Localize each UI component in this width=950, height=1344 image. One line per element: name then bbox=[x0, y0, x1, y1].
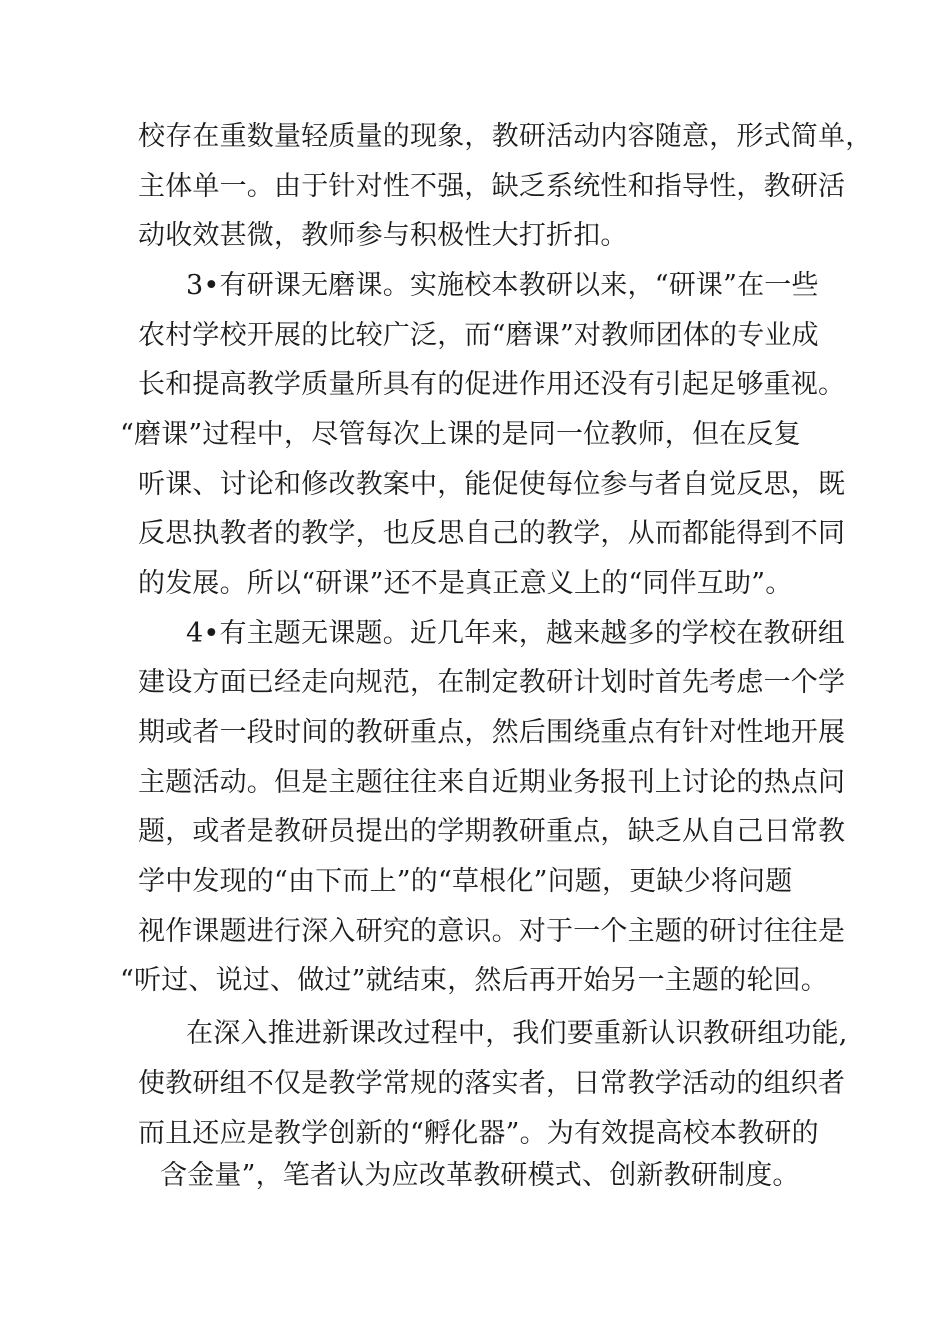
text-line: 反思执教者的教学，也反思自己的教学，从而都能得到不同 bbox=[138, 518, 846, 549]
text-line: 在深入推进新课改过程中，我们要重新认识教研组功能, bbox=[186, 1018, 848, 1049]
text-line: “磨课”过程中，尽管每次上课的是同一位教师，但在反复 bbox=[120, 419, 801, 450]
text-line: 3•有研课无磨课。实施校本教研以来，“研课”在一些 bbox=[186, 270, 819, 301]
text-line: 主题活动。但是主题往往来自近期业务报刊上讨论的热点问 bbox=[138, 767, 846, 798]
text-line: 而且还应是教学创新的“孵化器”。为有效提高校本教研的 bbox=[138, 1118, 819, 1149]
text-line: 农村学校开展的比较广泛，而“磨课”对教师团体的专业成 bbox=[138, 320, 819, 351]
text-line: 建设方面已经走向规范，在制定教研计划时首先考虑一个学 bbox=[138, 667, 846, 698]
text-line: 4•有主题无课题。近几年来，越来越多的学校在教研组 bbox=[186, 618, 846, 649]
text-line: “听过、说过、做过”就结束，然后再开始另一主题的轮回。 bbox=[120, 965, 829, 996]
text-line: 主体单一。由于针对性不强，缺乏系统性和指导性，教研活 bbox=[138, 171, 846, 202]
text-line: 长和提高教学质量所具有的促进作用还没有引起足够重视。 bbox=[138, 369, 846, 400]
text-line: 含金量”，笔者认为应改革教研模式、创新教研制度。 bbox=[160, 1160, 800, 1191]
text-line: 校存在重数量轻质量的现象，教研活动内容随意，形式简单， bbox=[138, 121, 873, 152]
text-line: 期或者一段时间的教研重点，然后围绕重点有针对性地开展 bbox=[138, 717, 846, 748]
text-line: 使教研组不仅是教学常规的落实者，日常教学活动的组织者 bbox=[138, 1068, 846, 1099]
text-line: 学中发现的“由下而上”的“草根化”问题，更缺少将问题 bbox=[138, 866, 793, 897]
text-line: 听课、讨论和修改教案中，能促使每位参与者自觉反思，既 bbox=[138, 469, 846, 500]
text-line: 题，或者是教研员提出的学期教研重点，缺乏从自己日常教 bbox=[138, 816, 846, 847]
text-line: 的发展。所以“研课”还不是真正意义上的“同伴互助”。 bbox=[138, 568, 793, 599]
text-line: 动收效甚微，教师参与积极性大打折扣。 bbox=[138, 220, 628, 251]
text-line: 视作课题进行深入研究的意识。对于一个主题的研讨往往是 bbox=[138, 916, 846, 947]
